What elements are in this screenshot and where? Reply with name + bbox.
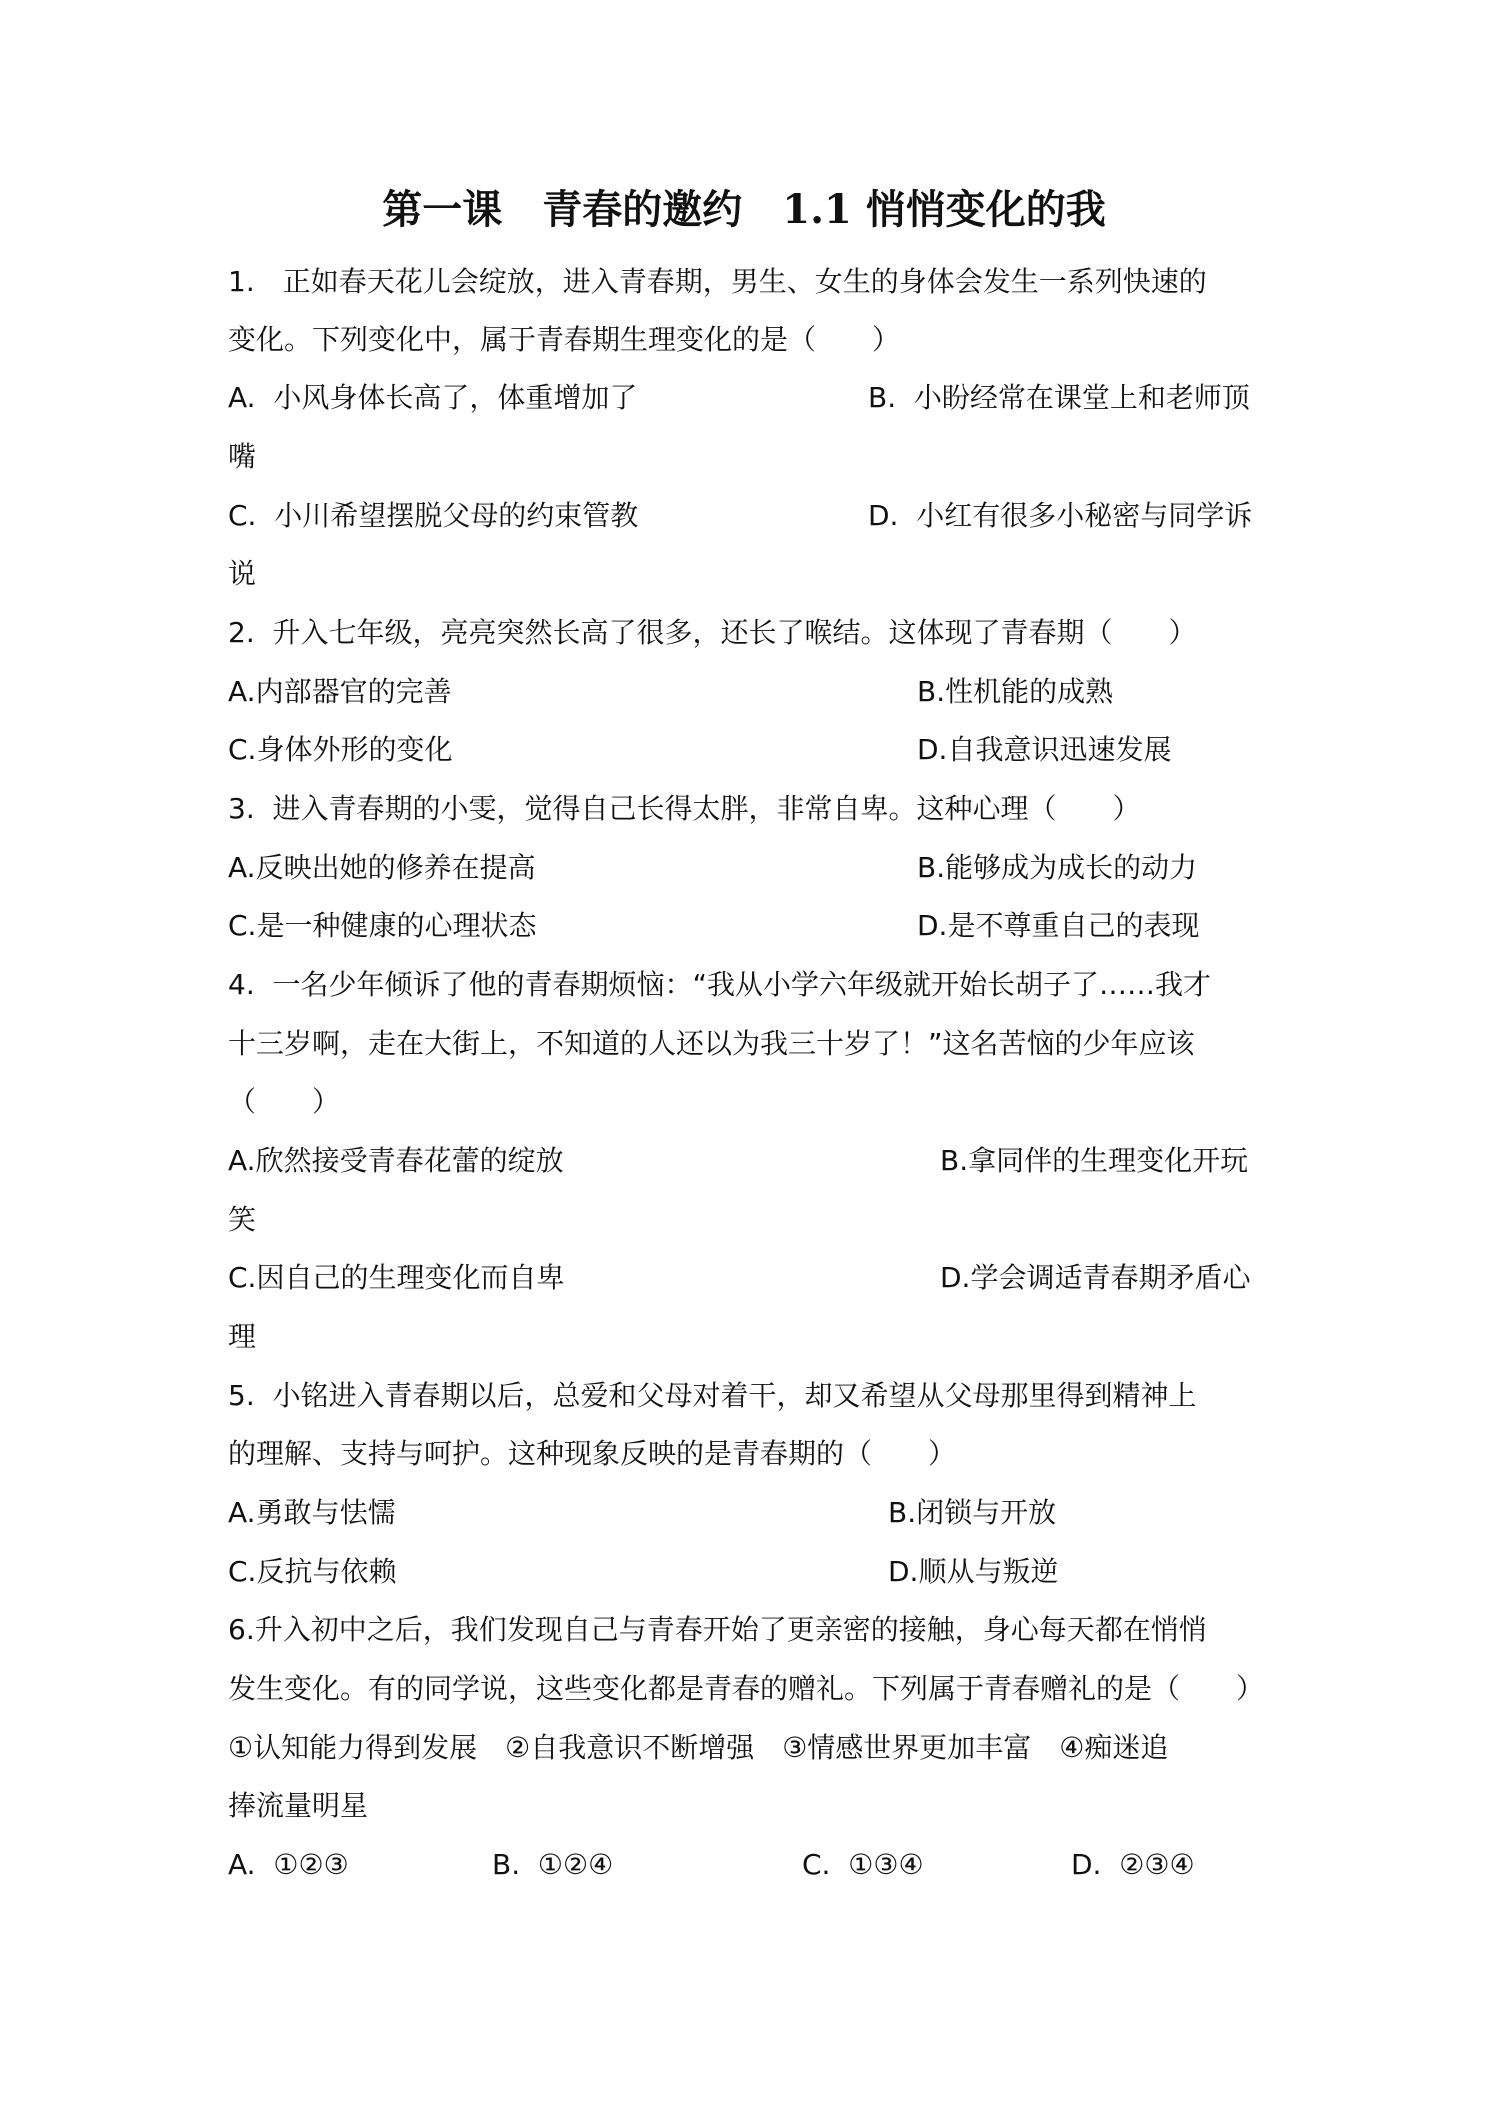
page-title: 第一课 青春的邀约 1.1 悄悄变化的我 bbox=[382, 186, 1106, 233]
q3-option-a: A.反映出她的修养在提高 bbox=[228, 851, 536, 884]
q3-option-d: D.是不尊重自己的表现 bbox=[917, 909, 1200, 942]
q2-option-a: A.内部器官的完善 bbox=[228, 675, 452, 708]
q1-option-d: D. 小红有很多小秘密与同学诉 bbox=[868, 499, 1253, 532]
q1-option-b-cont: 嘴 bbox=[228, 440, 257, 473]
q4-option-d-cont: 理 bbox=[228, 1320, 257, 1353]
q2-option-c: C.身体外形的变化 bbox=[228, 733, 453, 766]
q4-option-b-cont: 笑 bbox=[228, 1203, 257, 1236]
q1-option-c: C. 小川希望摆脱父母的约束管教 bbox=[228, 499, 639, 532]
q5-stem-line1: 5. 小铭进入青春期以后，总爱和父母对着干，却又希望从父母那里得到精神上 bbox=[228, 1379, 1197, 1412]
q5-option-a: A.勇敢与怯懦 bbox=[228, 1496, 396, 1529]
q3-option-c: C.是一种健康的心理状态 bbox=[228, 909, 537, 942]
q6-option-d: D. ②③④ bbox=[1071, 1848, 1195, 1881]
q2-option-b: B.性机能的成熟 bbox=[917, 675, 1114, 708]
q4-option-b: B.拿同伴的生理变化开玩 bbox=[940, 1144, 1249, 1177]
q1-stem-line1: 1. 正如春天花儿会绽放，进入青春期，男生、女生的身体会发生一系列快速的 bbox=[228, 265, 1207, 298]
q5-option-b: B.闭锁与开放 bbox=[888, 1496, 1057, 1529]
q6-option-a: A. ①②③ bbox=[228, 1848, 349, 1881]
q6-stem-line2: 发生变化。有的同学说，这些变化都是青春的赠礼。下列属于青春赠礼的是（ ） bbox=[228, 1672, 1265, 1705]
q2-stem: 2. 升入七年级，亮亮突然长高了很多，还长了喉结。这体现了青春期（ ） bbox=[228, 616, 1197, 649]
q4-option-c: C.因自己的生理变化而自卑 bbox=[228, 1261, 565, 1294]
q6-items-line1: ①认知能力得到发展 ②自我意识不断增强 ③情感世界更加丰富 ④痴迷追 bbox=[228, 1731, 1169, 1764]
q1-option-a: A. 小风身体长高了，体重增加了 bbox=[228, 381, 638, 414]
q4-stem-line3: （ ） bbox=[228, 1085, 341, 1118]
q4-stem-line2: 十三岁啊，走在大街上，不知道的人还以为我三十岁了！”这名苦恼的少年应该 bbox=[228, 1027, 1195, 1060]
q2-option-d: D.自我意识迅速发展 bbox=[917, 733, 1172, 766]
q5-option-c: C.反抗与依赖 bbox=[228, 1555, 397, 1588]
q4-stem-line1: 4. 一名少年倾诉了他的青春期烦恼：“我从小学六年级就开始长胡子了……我才 bbox=[228, 968, 1212, 1001]
q6-items-line2: 捧流量明星 bbox=[228, 1789, 369, 1822]
q4-option-a: A.欣然接受青春花蕾的绽放 bbox=[228, 1144, 564, 1177]
q5-stem-line2: 的理解、支持与呵护。这种现象反映的是青春期的（ ） bbox=[228, 1437, 957, 1470]
q6-option-c: C. ①③④ bbox=[802, 1848, 924, 1881]
q3-option-b: B.能够成为成长的动力 bbox=[917, 851, 1198, 884]
q6-option-b: B. ①②④ bbox=[492, 1848, 614, 1881]
q1-option-b: B. 小盼经常在课堂上和老师顶 bbox=[868, 381, 1250, 414]
q6-stem-line1: 6.升入初中之后，我们发现自己与青春开始了更亲密的接触，身心每天都在悄悄 bbox=[228, 1613, 1207, 1646]
q5-option-d: D.顺从与叛逆 bbox=[888, 1555, 1059, 1588]
q1-option-d-cont: 说 bbox=[228, 557, 257, 590]
q1-stem-line2: 变化。下列变化中，属于青春期生理变化的是（ ） bbox=[228, 323, 901, 356]
q3-stem: 3. 进入青春期的小雯，觉得自己长得太胖，非常自卑。这种心理（ ） bbox=[228, 792, 1141, 825]
q4-option-d: D.学会调适青春期矛盾心 bbox=[940, 1261, 1251, 1294]
